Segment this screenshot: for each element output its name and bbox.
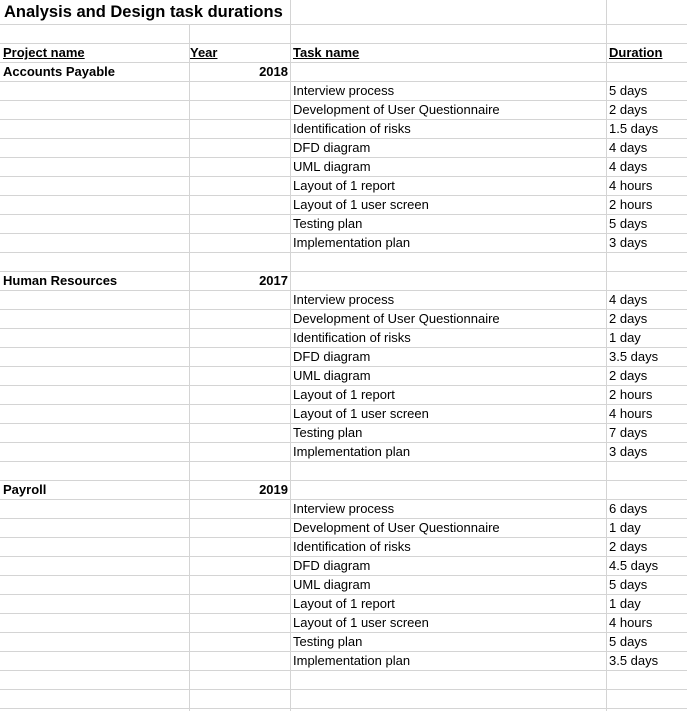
header-year[interactable]: Year <box>190 45 218 60</box>
task-duration-cell[interactable]: 2 days <box>609 368 648 383</box>
project-name-cell[interactable]: Human Resources <box>3 273 118 288</box>
task-name-cell[interactable]: UML diagram <box>293 159 371 174</box>
task-name-cell[interactable]: Layout of 1 report <box>293 596 395 611</box>
task-name-cell[interactable]: Testing plan <box>293 216 363 231</box>
task-duration-cell[interactable]: 4 hours <box>609 178 653 193</box>
row-divider <box>0 689 687 690</box>
task-duration-cell[interactable]: 4 days <box>609 140 648 155</box>
task-name-cell[interactable]: Interview process <box>293 292 395 307</box>
task-duration-cell[interactable]: 5 days <box>609 577 648 592</box>
task-name-cell[interactable]: Testing plan <box>293 634 363 649</box>
task-duration-cell[interactable]: 3 days <box>609 235 648 250</box>
task-duration-cell[interactable]: 1 day <box>609 330 641 345</box>
task-name-cell[interactable]: Interview process <box>293 501 395 516</box>
task-duration-cell[interactable]: 4.5 days <box>609 558 659 573</box>
task-name-cell[interactable]: DFD diagram <box>293 349 371 364</box>
task-name-cell[interactable]: Development of User Questionnaire <box>293 311 500 326</box>
project-year-cell[interactable]: 2018 <box>259 64 288 79</box>
task-name-cell[interactable]: Layout of 1 report <box>293 178 395 193</box>
task-name-cell[interactable]: DFD diagram <box>293 140 371 155</box>
task-name-cell[interactable]: UML diagram <box>293 577 371 592</box>
header-duration[interactable]: Duration <box>609 45 663 60</box>
task-name-cell[interactable]: Identification of risks <box>293 121 411 136</box>
task-duration-cell[interactable]: 5 days <box>609 216 648 231</box>
task-name-cell[interactable]: Interview process <box>293 83 395 98</box>
task-name-cell[interactable]: Layout of 1 user screen <box>293 406 429 421</box>
task-duration-cell[interactable]: 2 days <box>609 311 648 326</box>
task-duration-cell[interactable]: 2 days <box>609 539 648 554</box>
column-divider <box>189 0 190 711</box>
task-duration-cell[interactable]: 7 days <box>609 425 648 440</box>
task-duration-cell[interactable]: 4 days <box>609 292 648 307</box>
task-name-cell[interactable]: Development of User Questionnaire <box>293 520 500 535</box>
task-duration-cell[interactable]: 1 day <box>609 520 641 535</box>
task-name-cell[interactable]: Testing plan <box>293 425 363 440</box>
task-name-cell[interactable]: Layout of 1 user screen <box>293 197 429 212</box>
header-task-name[interactable]: Task name <box>293 45 360 60</box>
task-duration-cell[interactable]: 4 hours <box>609 406 653 421</box>
row-divider <box>0 252 687 253</box>
row-divider <box>0 461 687 462</box>
task-name-cell[interactable]: UML diagram <box>293 368 371 383</box>
column-divider <box>606 0 607 711</box>
header-project-name[interactable]: Project name <box>3 45 85 60</box>
project-year-cell[interactable]: 2017 <box>259 273 288 288</box>
task-duration-cell[interactable]: 3.5 days <box>609 349 659 364</box>
row-divider <box>0 24 687 25</box>
task-name-cell[interactable]: Implementation plan <box>293 653 411 668</box>
task-name-cell[interactable]: Identification of risks <box>293 330 411 345</box>
row-divider <box>0 708 687 709</box>
project-name-cell[interactable]: Accounts Payable <box>3 64 115 79</box>
task-duration-cell[interactable]: 2 days <box>609 102 648 117</box>
task-duration-cell[interactable]: 6 days <box>609 501 648 516</box>
task-duration-cell[interactable]: 4 days <box>609 159 648 174</box>
project-year-cell[interactable]: 2019 <box>259 482 288 497</box>
task-duration-cell[interactable]: 1.5 days <box>609 121 659 136</box>
task-duration-cell[interactable]: 2 hours <box>609 197 653 212</box>
task-name-cell[interactable]: Identification of risks <box>293 539 411 554</box>
task-duration-cell[interactable]: 5 days <box>609 634 648 649</box>
task-duration-cell[interactable]: 5 days <box>609 83 648 98</box>
task-duration-cell[interactable]: 1 day <box>609 596 641 611</box>
sheet-title[interactable]: Analysis and Design task durations <box>4 3 283 21</box>
task-name-cell[interactable]: Layout of 1 user screen <box>293 615 429 630</box>
column-divider <box>290 0 291 711</box>
row-divider <box>0 670 687 671</box>
task-name-cell[interactable]: DFD diagram <box>293 558 371 573</box>
task-duration-cell[interactable]: 2 hours <box>609 387 653 402</box>
project-name-cell[interactable]: Payroll <box>3 482 47 497</box>
task-duration-cell[interactable]: 3.5 days <box>609 653 659 668</box>
task-name-cell[interactable]: Layout of 1 report <box>293 387 395 402</box>
task-name-cell[interactable]: Implementation plan <box>293 444 411 459</box>
task-name-cell[interactable]: Implementation plan <box>293 235 411 250</box>
task-duration-cell[interactable]: 3 days <box>609 444 648 459</box>
task-duration-cell[interactable]: 4 hours <box>609 615 653 630</box>
task-name-cell[interactable]: Development of User Questionnaire <box>293 102 500 117</box>
